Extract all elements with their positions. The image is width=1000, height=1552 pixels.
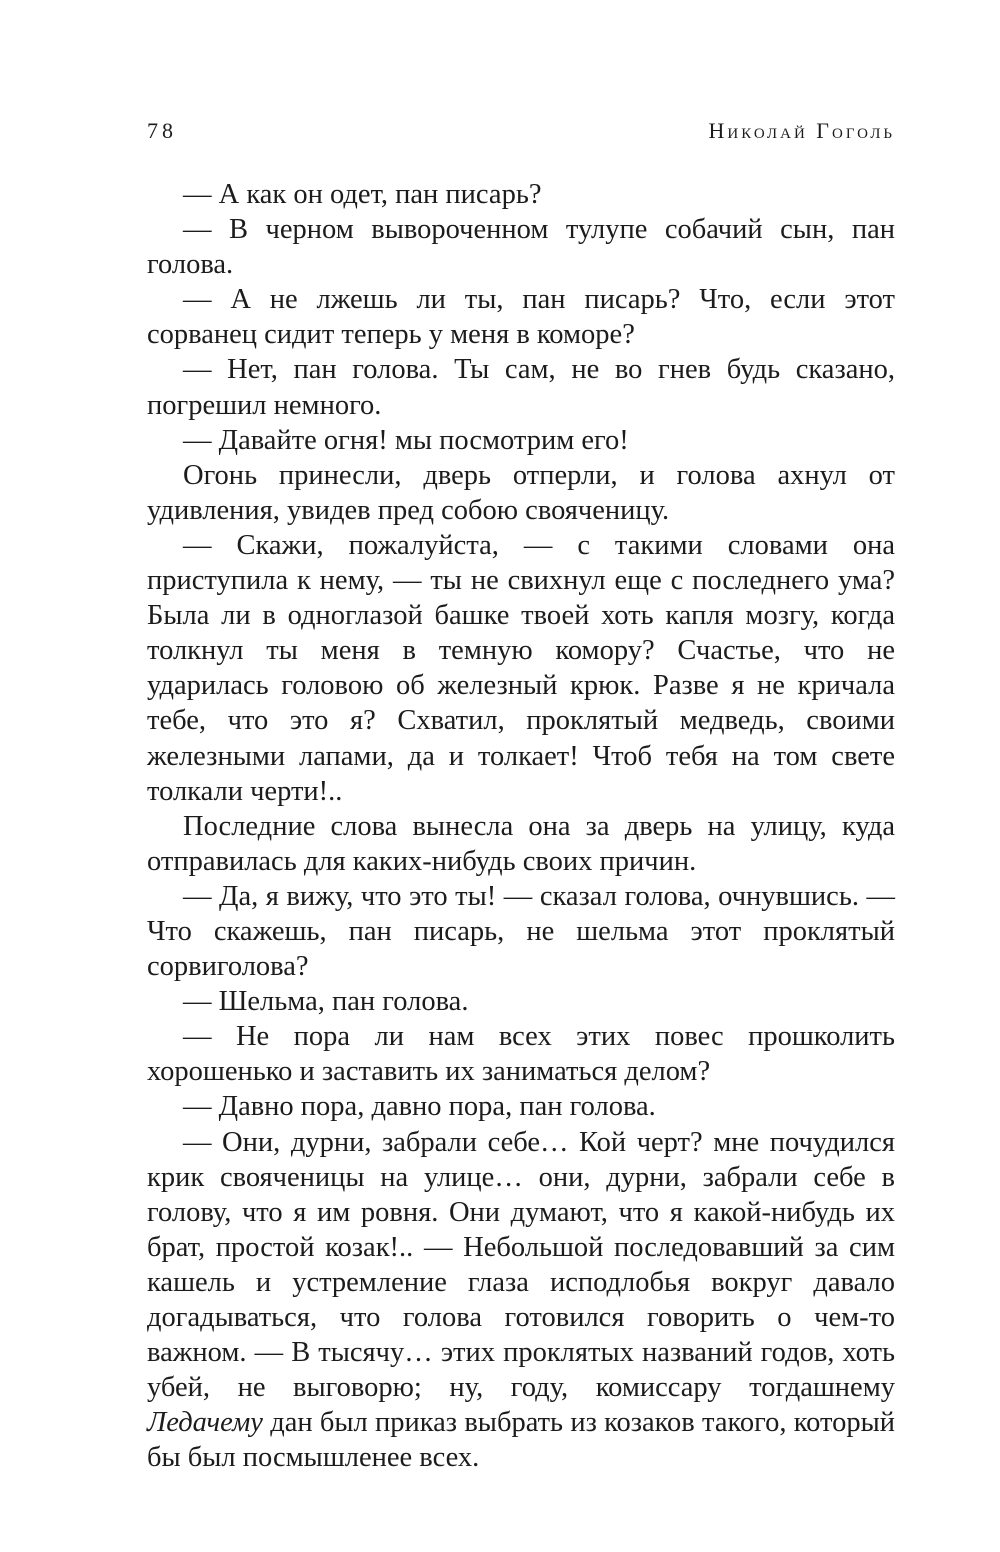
paragraph: — Скажи, пожалуйста, — с такими словами она приступила к нему, — ты не свихнул еще с последнего ума? Была ли в одноглазой башке твоей хоть капля мозгу, когда толкнул ты меня в темную комору? Счастье, что не ударилась головою об железный крюк. Разве я не кричала тебе, что это я? Схватил, проклятый медведь, своими железными лапами, да и толкает! Чтоб тебя на том свете толкали черти!..: [147, 529, 895, 807]
paragraph: — Нет, пан голова. Ты сам, не во гнев будь сказано, погрешил немного.: [147, 354, 895, 421]
paragraph-last-start: — Они, дурни, забрали себе… Кой черт? мне почудился крик свояченицы на улице… они, дурни, забрали себе в голову, что я им ровня. Они думают, что я какой-нибудь их брат, простой козак!.. — Небольшой последовавший за сим кашель и устремление глаза исподлобья вокруг давало догадываться, что голова готовился говорить о чем-то важном. — В тысячу… этих проклятых названий годов, хоть убей, не выговорю; ну, году, комиссару тогдашнему: [147, 1126, 895, 1404]
paragraph: — Давайте огня! мы посмотрим его!: [183, 424, 629, 456]
italic-name: Ледачему: [147, 1407, 263, 1439]
paragraph: Последние слова вынесла она за дверь на улицу, куда отправилась для каких-нибудь своих причин.: [147, 810, 895, 877]
book-page: [147, 0, 895, 1552]
paragraph: — Шельма, пан голова.: [183, 986, 469, 1018]
paragraph-last: [147, 1125, 895, 1476]
page-number: 78: [147, 118, 177, 143]
paragraph: — Давно пора, давно пора, пан голова.: [183, 1091, 656, 1123]
paragraph: — Да, я вижу, что это ты! — сказал голова, очнувшись. — Что скажешь, пан писарь, не шельма этот проклятый сорвиголова?: [147, 880, 895, 983]
paragraph: Огонь принесли, дверь отперли, и голова ахнул от удивления, увидев пред собою свояченицу.: [147, 459, 895, 526]
running-head: [147, 118, 895, 152]
running-title: Николай Гоголь: [708, 118, 895, 143]
paragraph: — А как он одет, пан писарь?: [183, 179, 542, 210]
body-text: [147, 177, 895, 1475]
paragraph: — А не лжешь ли ты, пан писарь? Что, если этот сорванец сидит теперь у меня в коморе?: [147, 284, 895, 351]
paragraph-last-tail: дан был приказ выбрать из козаков такого, который бы был посмышленее всех.: [147, 1407, 895, 1474]
paragraph: — В черном вывороченном тулупе собачий сын, пан голова.: [147, 214, 895, 281]
paragraph: — Не пора ли нам всех этих повес прошколить хорошенько и заставить их заниматься делом?: [147, 1021, 895, 1088]
